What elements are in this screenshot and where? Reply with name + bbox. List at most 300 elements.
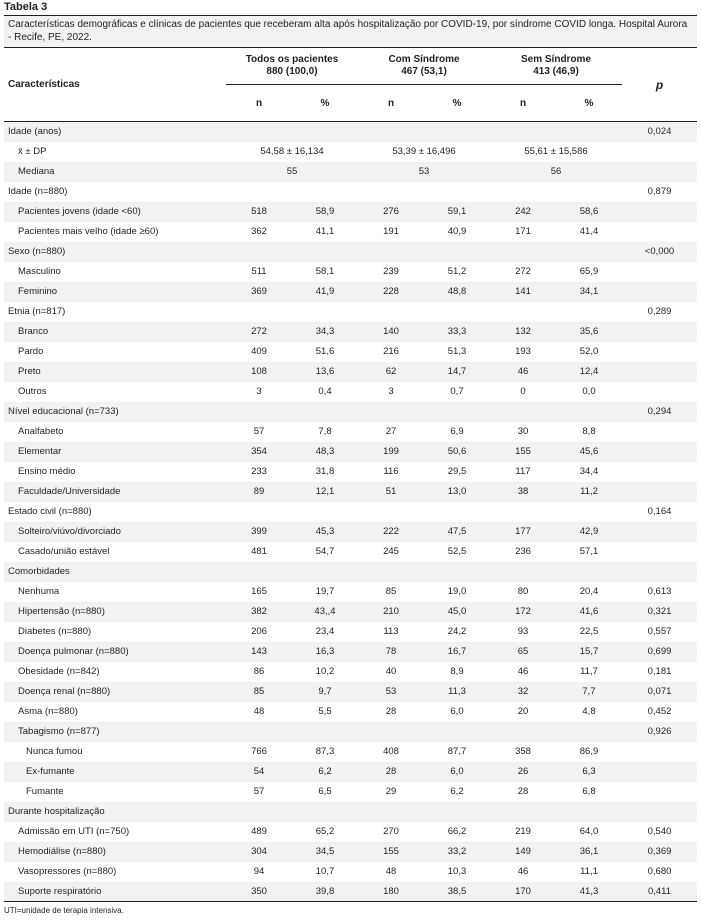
cell-percent: 7,7 [556,682,622,702]
cell-n: 199 [358,442,424,462]
cell-n: 304 [226,842,292,862]
cell-percent: 23,4 [315,626,335,637]
cell-percent: 0,7 [450,386,464,397]
cell-percent: 50,6 [424,442,490,462]
cell-n: 108 [226,362,292,382]
cell-summary: 55 [226,162,358,182]
header-pct: % [452,97,462,109]
row-label: Nível educacional (n=733) [4,402,226,422]
cell-n: 193 [515,346,531,357]
table-container [4,0,697,916]
table-row [4,702,697,722]
cell-percent: 13,6 [292,362,358,382]
cell-n: 511 [251,266,267,277]
cell-percent: 11,1 [580,866,598,877]
cell-p-value [622,482,697,502]
cell-n: 62 [358,362,424,382]
cell-p-value [622,462,697,482]
table-row [4,342,697,362]
cell-n: 78 [358,642,424,662]
cell-percent: 19,0 [447,586,467,597]
cell-percent: 58,9 [292,202,358,222]
cell-percent: 11,3 [424,682,490,702]
cell-percent: 10,2 [315,666,335,677]
cell-n: 354 [226,442,292,462]
cell-summary: 55,61 ± 15,586 [524,146,588,157]
cell-percent: 0,0 [582,386,596,397]
cell-n [490,562,556,582]
cell-percent: 41,3 [556,882,622,902]
data-table [4,48,697,902]
cell-n [358,802,424,822]
cell-n: 89 [226,482,292,502]
table-row [4,322,697,342]
cell-n: 132 [490,322,556,342]
cell-n [358,502,424,522]
table-row [4,682,697,702]
cell-n: 0 [520,386,526,397]
cell-percent: 87,7 [447,746,467,757]
row-label: Sexo (n=880) [4,242,226,262]
cell-percent: 12,4 [556,362,622,382]
table-row [4,202,697,222]
header-characteristics: Características [8,78,80,90]
cell-n: 369 [226,282,292,302]
cell-percent: 16,3 [292,642,358,662]
cell-n: 272 [515,266,531,277]
cell-n: 93 [517,626,529,637]
row-label: Ensino médio [18,466,76,477]
group-title: Sem Síndrome [520,54,592,65]
cell-n: 28 [358,762,424,782]
cell-n: 30 [517,426,529,437]
cell-p-value [622,282,697,302]
cell-n: 272 [226,322,292,342]
cell-n: 3 [256,386,262,397]
cell-n [358,122,424,142]
cell-percent: 7,8 [318,426,332,437]
row-label: Hipertensão (n=880) [4,602,226,622]
row-label: Preto [4,362,226,382]
cell-percent [424,562,490,582]
cell-percent [292,722,358,742]
cell-p-value: 0,294 [622,402,697,422]
cell-percent: 11,2 [556,482,622,502]
cell-percent: 31,8 [315,466,335,477]
row-label: Nenhuma [18,586,60,597]
header-group-all [226,48,358,85]
cell-percent: 6,0 [424,762,490,782]
cell-percent: 52,5 [447,546,467,557]
cell-n: 191 [383,226,399,237]
cell-n: 489 [251,826,267,837]
header-pct: % [320,97,330,109]
cell-percent [556,502,622,522]
table-row [4,582,697,602]
row-label: Fumante [26,786,64,797]
row-label: Casado/união estável [18,546,110,557]
cell-percent: 48,8 [424,282,490,302]
cell-percent: 8,9 [450,666,464,677]
cell-p-value: 0,613 [647,586,672,597]
cell-p-value: 0,321 [622,602,697,622]
cell-n: 46 [517,666,529,677]
cell-p-value: 0,680 [647,866,672,877]
row-label: Analfabeto [18,426,64,437]
table-row [4,422,697,442]
cell-percent [424,122,490,142]
cell-n [490,402,556,422]
cell-percent [556,182,622,202]
cell-percent: 36,1 [556,842,622,862]
cell-percent: 4,8 [582,706,596,717]
group-count: 467 (53,1) [401,66,447,77]
table-row [4,122,697,142]
cell-percent [556,122,622,142]
table-row [4,862,697,882]
cell-n [490,182,556,202]
cell-p-value [622,422,697,442]
cell-percent: 6,5 [318,786,332,797]
table-row [4,462,697,482]
cell-percent [424,402,490,422]
table-row [4,262,697,282]
cell-n: 85 [226,682,292,702]
cell-n: 3 [388,386,394,397]
cell-p-value: 0,452 [647,706,672,717]
cell-n: 276 [358,202,424,222]
cell-percent [556,562,622,582]
cell-n: 409 [251,346,267,357]
cell-n: 350 [226,882,292,902]
cell-percent: 5,5 [318,706,332,717]
row-label: Doença pulmonar (n=880) [4,642,226,662]
cell-p-value [622,162,697,182]
header-n: n [519,97,527,109]
cell-percent: 22,5 [579,626,599,637]
cell-percent: 41,6 [556,602,622,622]
cell-percent: 14,7 [424,362,490,382]
cell-n: 53 [358,682,424,702]
cell-p-value: 0,557 [647,626,672,637]
cell-n: 222 [358,522,424,542]
cell-percent: 42,9 [556,522,622,542]
cell-p-value [622,342,697,362]
cell-p-value: <0,000 [622,242,697,262]
table-row [4,882,697,902]
row-label: Etnia (n=817) [8,306,66,317]
cell-percent: 47,5 [424,522,490,542]
cell-percent: 65,2 [315,826,335,837]
cell-percent: 6,2 [292,762,358,782]
cell-percent: 20,4 [579,586,599,597]
cell-n: 358 [515,746,531,757]
cell-percent: 41,4 [579,226,599,237]
cell-n: 94 [253,866,265,877]
cell-percent: 10,3 [447,866,467,877]
cell-p-value [622,742,697,762]
cell-p-value [622,322,697,342]
cell-percent: 57,1 [579,546,599,557]
cell-n: 48 [385,866,397,877]
cell-p-value: 0,540 [647,826,672,837]
cell-percent: 6,9 [450,426,464,437]
cell-percent [556,722,622,742]
row-label: Diabetes (n=880) [18,626,92,637]
table-row [4,402,697,422]
table-row [4,742,697,762]
cell-n: 32 [490,682,556,702]
cell-percent: 16,7 [424,642,490,662]
cell-n: 20 [517,706,529,717]
table-row [4,562,697,582]
cell-n: 172 [490,602,556,622]
table-row [4,162,697,182]
cell-percent: 34,5 [292,842,358,862]
cell-percent: 54,7 [315,546,335,557]
cell-percent [292,302,358,322]
table-row [4,722,697,742]
row-label: Durante hospitalização [4,802,226,822]
cell-percent [556,402,622,422]
cell-percent: 12,1 [292,482,358,502]
cell-n: 38 [490,482,556,502]
cell-p-value: 0,411 [622,882,697,902]
cell-n [490,122,556,142]
cell-n: 219 [515,826,531,837]
cell-percent: 38,5 [424,882,490,902]
cell-n [358,402,424,422]
cell-percent: 35,6 [556,322,622,342]
table-row [4,482,697,502]
row-label: Pardo [18,346,44,357]
cell-percent: 86,9 [579,746,599,757]
cell-p-value [622,202,697,222]
cell-n: 155 [490,442,556,462]
cell-percent: 65,9 [579,266,599,277]
row-label: Idade (n=880) [8,186,68,197]
table-row [4,842,697,862]
cell-percent: 33,2 [424,842,490,862]
header-p-value: p [655,77,664,92]
cell-percent [292,502,358,522]
header-group-without [490,48,622,85]
cell-percent [292,402,358,422]
cell-percent [424,722,490,742]
cell-n: 210 [358,602,424,622]
cell-p-value [622,522,697,542]
cell-percent: 34,4 [579,466,599,477]
cell-percent: 43,,4 [292,602,358,622]
cell-percent: 9,7 [292,682,358,702]
cell-percent [292,242,358,262]
table-row [4,442,697,462]
cell-percent: 39,8 [292,882,358,902]
cell-summary: 54,58 ± 16,134 [260,146,324,157]
cell-percent: 51,3 [447,346,467,357]
cell-p-value: 0,181 [647,666,672,677]
cell-summary: 53,39 ± 16,496 [392,146,456,157]
cell-percent [424,182,490,202]
cell-n [490,722,556,742]
cell-percent: 64,0 [579,826,599,837]
cell-p-value: 0,289 [647,306,672,317]
table-row [4,782,697,802]
cell-n: 80 [517,586,529,597]
cell-n: 228 [358,282,424,302]
cell-n: 143 [226,642,292,662]
cell-n [226,722,292,742]
cell-p-value [622,762,697,782]
cell-percent: 11,7 [580,666,598,677]
cell-n [226,122,292,142]
cell-percent: 29,5 [447,466,467,477]
cell-p-value [622,442,697,462]
cell-n: 481 [251,546,267,557]
cell-n: 26 [490,762,556,782]
cell-n: 766 [251,746,267,757]
cell-n: 149 [490,842,556,862]
cell-n: 54 [226,762,292,782]
cell-n: 113 [383,626,399,637]
table-caption: Características demográficas e clínicas de pacientes que receberam alta após hospitalização por COVID-19, por síndrome COVID longa. Hospital Aurora - Recife, PE, 2022. [4,15,697,48]
cell-percent: 6,2 [450,786,464,797]
row-label: Admissão em UTI (n=750) [18,826,130,837]
row-label: Mediana [4,162,226,182]
cell-n: 180 [358,882,424,902]
cell-n [358,182,424,202]
cell-n [490,802,556,822]
cell-n: 117 [515,466,531,477]
cell-p-value: 0,879 [647,186,672,197]
cell-percent: 58,6 [556,202,622,222]
cell-percent: 24,2 [447,626,467,637]
table-row [4,362,697,382]
cell-n: 399 [226,522,292,542]
cell-n: 86 [253,666,265,677]
cell-p-value [622,802,697,822]
cell-n [490,242,556,262]
cell-percent [424,242,490,262]
table-row [4,822,697,842]
table-row [4,642,697,662]
cell-percent [424,302,490,322]
cell-percent: 41,1 [315,226,335,237]
cell-percent: 10,7 [315,866,335,877]
table-row [4,282,697,302]
cell-n: 245 [383,546,399,557]
header-n: n [387,97,395,109]
row-label: Solteiro/viúvo/divorciado [4,522,226,542]
cell-n: 65 [490,642,556,662]
cell-n: 270 [383,826,399,837]
cell-n [490,302,556,322]
cell-percent: 33,3 [424,322,490,342]
cell-n: 170 [490,882,556,902]
row-label: Estado civil (n=880) [8,506,92,517]
cell-percent: 6,8 [582,786,596,797]
header-pct: % [584,97,594,109]
table-row [4,242,697,262]
group-title: Todos os pacientes [245,54,339,65]
table-row [4,542,697,562]
cell-n: 51 [358,482,424,502]
table-row [4,522,697,542]
table-row [4,802,697,822]
table-row [4,502,697,522]
cell-n: 171 [515,226,531,237]
cell-p-value [622,222,697,242]
table-row [4,302,697,322]
cell-n: 57 [253,426,265,437]
group-count: 880 (100,0) [266,66,318,77]
table-row [4,222,697,242]
cell-percent [556,802,622,822]
cell-n [490,502,556,522]
cell-percent: 6,0 [450,706,464,717]
table-body [4,122,697,902]
table-row [4,142,697,162]
cell-n: 141 [490,282,556,302]
cell-percent: 15,7 [556,642,622,662]
table-footnote: UTI=unidade de terapia intensiva. [4,906,124,915]
cell-p-value [622,782,697,802]
cell-n: 40 [385,666,397,677]
cell-percent [292,182,358,202]
cell-n [226,182,292,202]
cell-percent: 51,6 [315,346,335,357]
row-label: Asma (n=880) [18,706,78,717]
cell-n: 28 [385,706,397,717]
table-row [4,762,697,782]
cell-n: 242 [490,202,556,222]
cell-percent [424,502,490,522]
cell-percent: 66,2 [447,826,467,837]
cell-n [358,562,424,582]
cell-percent: 58,1 [315,266,335,277]
cell-p-value [622,382,697,402]
row-label: Faculdade/Universidade [4,482,226,502]
cell-p-value [622,262,697,282]
row-label: Suporte respiratório [4,882,226,902]
cell-percent: 34,1 [556,282,622,302]
cell-n [226,802,292,822]
row-label: Hemodiálise (n=880) [4,842,226,862]
cell-percent: 40,9 [447,226,467,237]
cell-n [226,562,292,582]
cell-n [226,242,292,262]
header-group-with [358,48,490,85]
table-row [4,182,697,202]
cell-n: 362 [251,226,267,237]
cell-n: 116 [383,466,399,477]
cell-percent: 45,0 [424,602,490,622]
cell-n: 46 [517,866,529,877]
cell-percent: 52,0 [579,346,599,357]
cell-percent: 87,3 [315,746,335,757]
cell-p-value: 0,071 [622,682,697,702]
row-label: Comorbidades [4,562,226,582]
table-row [4,662,697,682]
cell-percent: 48,3 [292,442,358,462]
cell-n: 165 [251,586,267,597]
row-label: Tabagismo (n=877) [4,722,226,742]
row-label: x̄ ± DP [18,146,47,157]
cell-percent [292,802,358,822]
cell-n: 140 [358,322,424,342]
cell-p-value [622,142,697,162]
row-label: Masculino [18,266,61,277]
